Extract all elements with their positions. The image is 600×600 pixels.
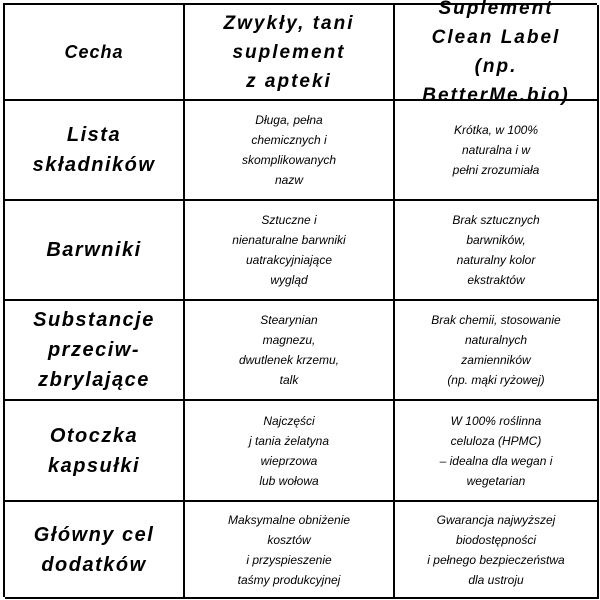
row-label-colorants: Barwniki (5, 201, 185, 301)
header-feature: Cecha (5, 5, 185, 101)
row-label-capsule-shell: Otoczka kapsułki (5, 401, 185, 502)
cell-clean-colorants: Brak sztucznych barwników, naturalny kolor ekstraktów (395, 201, 599, 301)
row-label-ingredients: Lista składników (5, 101, 185, 201)
cell-clean-anticaking: Brak chemii, stosowanie naturalnych zamienników (np. mąki ryżowej) (395, 301, 599, 401)
row-label-main-purpose: Główny cel dodatków (5, 502, 185, 599)
cell-clean-capsule-shell: W 100% roślinna celuloza (HPMC) – idealna dla wegan i wegetarian (395, 401, 599, 502)
header-regular-supplement: Zwykły, tani suplement z apteki (185, 5, 395, 101)
cell-regular-ingredients: Długa, pełna chemicznych i skomplikowanych nazw (185, 101, 395, 201)
cell-clean-ingredients: Krótka, w 100% naturalna i w pełni zrozumiała (395, 101, 599, 201)
cell-clean-main-purpose: Gwarancja najwyższej biodostępności i pełnego bezpieczeństwa dla ustroju (395, 502, 599, 599)
cell-regular-main-purpose: Maksymalne obniżenie kosztów i przyspieszenie taśmy produkcyjnej (185, 502, 395, 599)
row-label-anticaking: Substancje przeciw- zbrylające (5, 301, 185, 401)
cell-regular-anticaking: Stearynian magnezu, dwutlenek krzemu, talk (185, 301, 395, 401)
comparison-table (3, 0, 597, 597)
cell-regular-colorants: Sztuczne i nienaturalne barwniki uatrakcyjniające wygląd (185, 201, 395, 301)
cell-regular-capsule-shell: Najczęści j tania żelatyna wieprzowa lub wołowa (185, 401, 395, 502)
header-clean-label-supplement: Suplement Clean Label (np. BetterMe.bio) (395, 5, 599, 101)
